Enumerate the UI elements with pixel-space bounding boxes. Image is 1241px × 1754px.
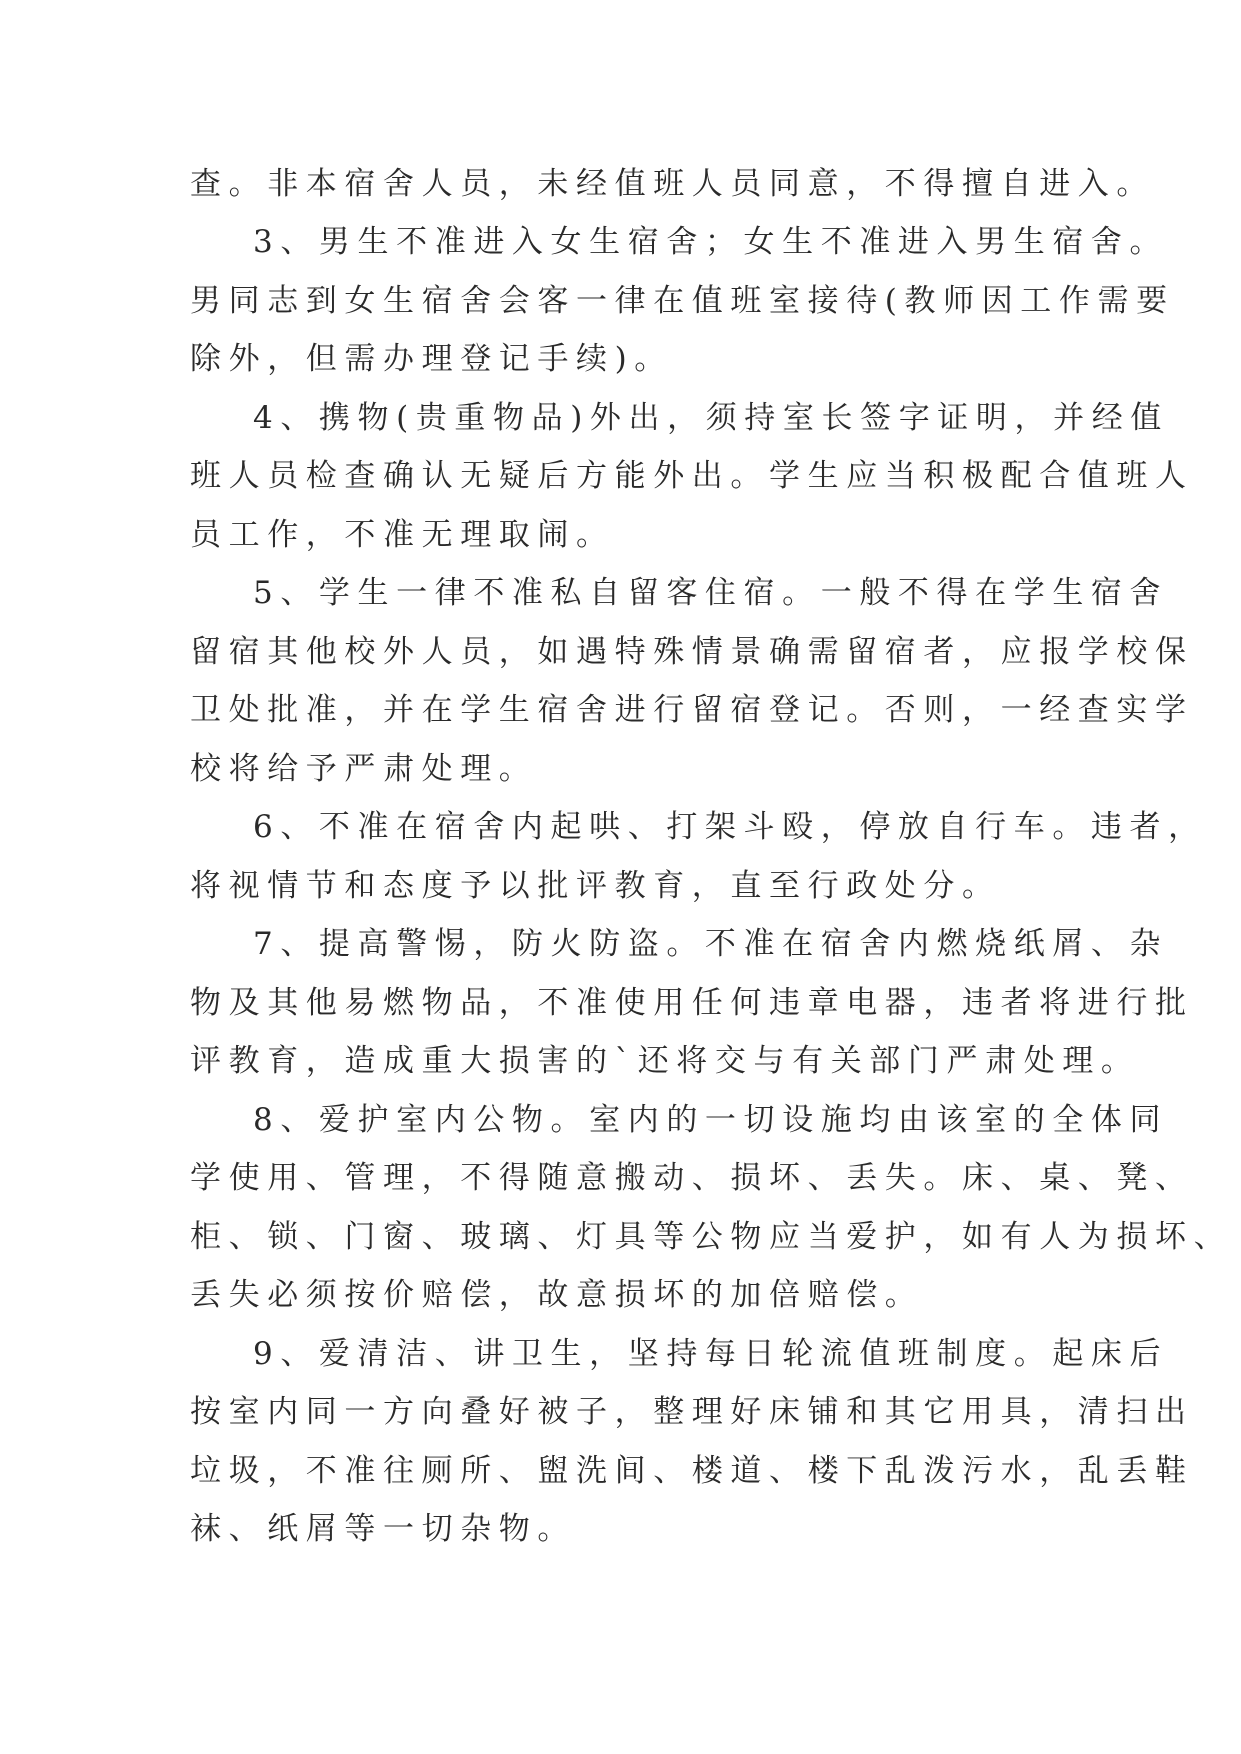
text-line: 将视情节和态度予以批评教育，直至行政处分。 bbox=[190, 868, 1001, 904]
text-line: 男同志到女生宿舍会客一律在值班室接待(教师因工作需要 bbox=[190, 283, 1175, 319]
text-line: 柜、锁、门窗、玻璃、灯具等公物应当爱护，如有人为损坏、 bbox=[190, 1219, 1233, 1255]
text-line: 4、携物(贵重物品)外出，须持室长签字证明，并经值 bbox=[253, 400, 1169, 436]
text-line: 查。非本宿舍人员，未经值班人员同意，不得擅自进入。 bbox=[190, 166, 1155, 202]
text-line: 袜、纸屑等一切杂物。 bbox=[190, 1511, 576, 1547]
text-line: 物及其他易燃物品，不准使用任何违章电器，违者将进行批 bbox=[190, 985, 1194, 1021]
text-line: 留宿其他校外人员，如遇特殊情景确需留宿者，应报学校保 bbox=[190, 634, 1194, 670]
text-line: 7、提高警惕，防火防盗。不准在宿舍内燃烧纸屑、杂 bbox=[253, 926, 1169, 962]
text-line: 9、爱清洁、讲卫生，坚持每日轮流值班制度。起床后 bbox=[253, 1336, 1169, 1372]
text-line: 6、不准在宿舍内起哄、打架斗殴，停放自行车。违者， bbox=[253, 809, 1207, 845]
text-line: 8、爱护室内公物。室内的一切设施均由该室的全体同 bbox=[253, 1102, 1169, 1138]
text-line: 评教育，造成重大损害的`还将交与有关部门严肃处理。 bbox=[190, 1043, 1140, 1079]
text-line: 3、男生不准进入女生宿舍；女生不准进入男生宿舍。 bbox=[253, 224, 1169, 260]
text-line: 垃圾，不准往厕所、盥洗间、楼道、楼下乱泼污水，乱丢鞋 bbox=[190, 1453, 1194, 1489]
text-line: 卫处批准，并在学生宿舍进行留宿登记。否则，一经查实学 bbox=[190, 692, 1194, 728]
text-line: 除外，但需办理登记手续)。 bbox=[190, 341, 673, 377]
text-line: 按室内同一方向叠好被子，整理好床铺和其它用具，清扫出 bbox=[190, 1394, 1194, 1430]
text-line: 班人员检查确认无疑后方能外出。学生应当积极配合值班人 bbox=[190, 458, 1194, 494]
text-line: 校将给予严肃处理。 bbox=[190, 751, 538, 787]
text-line: 5、学生一律不准私自留客住宿。一般不得在学生宿舍 bbox=[253, 575, 1169, 611]
text-line: 学使用、管理，不得随意搬动、损坏、丢失。床、桌、凳、 bbox=[190, 1160, 1194, 1196]
text-line: 员工作，不准无理取闹。 bbox=[190, 517, 615, 553]
text-line: 丢失必须按价赔偿，故意损坏的加倍赔偿。 bbox=[190, 1277, 924, 1313]
